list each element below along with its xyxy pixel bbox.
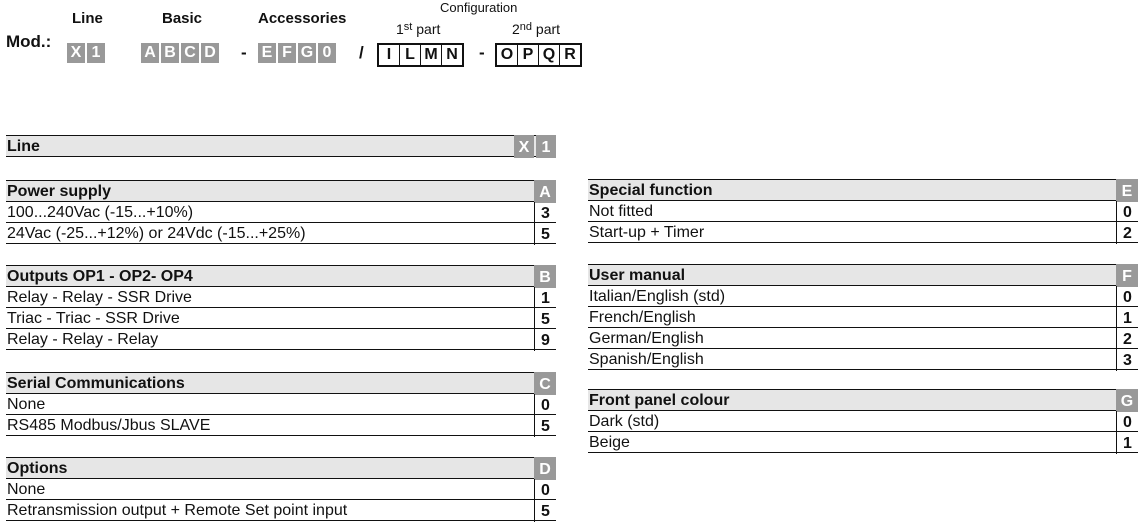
dash-separator: - xyxy=(241,43,247,62)
table-title: Front panel colour xyxy=(589,392,730,409)
part1-label: 1st part xyxy=(396,21,441,37)
code-cell: B xyxy=(161,43,179,63)
code-cell: L xyxy=(400,45,421,65)
table-title: Serial Communications xyxy=(7,375,185,392)
accessories-code-group xyxy=(258,43,338,67)
table-title: Outputs OP1 - OP2- OP4 xyxy=(7,268,193,285)
table-header xyxy=(588,179,1138,201)
table-letter: A xyxy=(534,180,556,203)
row-code: 1 xyxy=(1116,432,1138,454)
accessories-label: Accessories xyxy=(258,10,347,27)
table-row xyxy=(6,479,556,500)
basic-label: Basic xyxy=(162,10,203,27)
front-panel-colour-table xyxy=(588,389,1138,453)
table-row xyxy=(6,329,556,350)
code-cell: C xyxy=(181,43,199,63)
row-text: Retransmission output + Remote Set point input xyxy=(7,502,348,519)
table-row xyxy=(588,328,1138,349)
line-row xyxy=(6,135,556,157)
line-code-group xyxy=(67,43,107,67)
code-cell: O xyxy=(497,45,518,65)
table-row xyxy=(588,432,1138,453)
basic-code-group xyxy=(141,43,221,67)
row-text: French/English xyxy=(589,309,696,326)
config1-code-group xyxy=(377,43,464,67)
row-code: 5 xyxy=(534,415,556,437)
row-code: 0 xyxy=(534,479,556,501)
table-row xyxy=(588,307,1138,328)
table-letter: B xyxy=(534,265,556,288)
row-text: Start-up + Timer xyxy=(589,224,705,241)
code-cell: 0 xyxy=(318,43,336,63)
row-text: Spanish/English xyxy=(589,351,704,368)
table-row xyxy=(588,411,1138,432)
table-letter: G xyxy=(1116,389,1138,412)
row-text: 24Vac (-25...+12%) or 24Vdc (-15...+25%) xyxy=(7,225,306,242)
code-cell: R xyxy=(560,45,580,65)
row-text: None xyxy=(7,481,46,498)
table-row xyxy=(6,287,556,308)
table-header xyxy=(6,265,556,287)
row-code: 0 xyxy=(1116,411,1138,433)
table-letter: E xyxy=(1116,179,1138,202)
row-code: 3 xyxy=(1116,349,1138,371)
code-cell: Q xyxy=(539,45,560,65)
configuration-label: Configuration xyxy=(440,0,518,15)
code-cell: I xyxy=(379,45,400,65)
table-header xyxy=(588,264,1138,286)
code-cell: D xyxy=(201,43,219,63)
row-code: 2 xyxy=(1116,222,1138,244)
table-header xyxy=(6,372,556,394)
special-function-table xyxy=(588,179,1138,243)
table-row xyxy=(6,308,556,329)
table-row xyxy=(588,222,1138,243)
table-row xyxy=(6,202,556,223)
row-code: 3 xyxy=(534,202,556,224)
table-letter: F xyxy=(1116,264,1138,287)
code-cell: E xyxy=(258,43,276,63)
config2-code-group xyxy=(495,43,582,67)
table-row xyxy=(588,201,1138,222)
code-cell: X xyxy=(67,43,85,63)
part2-label: 2nd part xyxy=(512,21,561,37)
row-text: Beige xyxy=(589,434,630,451)
row-code: 0 xyxy=(1116,286,1138,308)
row-text: Relay - Relay - SSR Drive xyxy=(7,289,192,306)
table-letter: D xyxy=(534,457,556,480)
line-row-code: X xyxy=(514,135,534,158)
row-text: Relay - Relay - Relay xyxy=(7,331,159,348)
mod-label: Mod.: xyxy=(6,32,52,51)
row-code: 1 xyxy=(534,287,556,309)
code-cell: N xyxy=(442,45,462,65)
row-text: Dark (std) xyxy=(589,413,660,430)
row-text: Italian/English (std) xyxy=(589,288,726,305)
row-text: Triac - Triac - SSR Drive xyxy=(7,310,180,327)
table-letter: C xyxy=(534,372,556,395)
row-code: 5 xyxy=(534,223,556,245)
table-row xyxy=(588,286,1138,307)
slash-separator: / xyxy=(359,43,364,62)
line-row-code: 1 xyxy=(536,135,556,158)
table-row xyxy=(6,394,556,415)
row-text: None xyxy=(7,396,46,413)
table-header xyxy=(6,180,556,202)
row-code: 5 xyxy=(534,500,556,522)
table-title: Special function xyxy=(589,182,713,199)
table-title: User manual xyxy=(589,267,686,284)
line-label: Line xyxy=(72,10,103,27)
row-text: RS485 Modbus/Jbus SLAVE xyxy=(7,417,211,434)
options-table xyxy=(6,457,556,521)
table-header xyxy=(588,389,1138,411)
code-cell: 1 xyxy=(87,43,105,63)
row-code: 5 xyxy=(534,308,556,330)
row-text: German/English xyxy=(589,330,704,347)
code-cell: G xyxy=(298,43,316,63)
table-row xyxy=(588,349,1138,370)
code-cell: M xyxy=(421,45,442,65)
row-code: 9 xyxy=(534,329,556,351)
outputs-table xyxy=(6,265,556,350)
row-code: 2 xyxy=(1116,328,1138,350)
row-text: 100...240Vac (-15...+10%) xyxy=(7,204,194,221)
serial-comms-table xyxy=(6,372,556,436)
table-row xyxy=(6,415,556,436)
line-row-label: Line xyxy=(7,138,40,155)
code-cell: F xyxy=(278,43,296,63)
dash-separator: - xyxy=(479,43,485,62)
power-supply-table xyxy=(6,180,556,244)
code-cell: P xyxy=(518,45,539,65)
row-code: 0 xyxy=(534,394,556,416)
row-code: 1 xyxy=(1116,307,1138,329)
code-cell: A xyxy=(141,43,159,63)
row-text: Not fitted xyxy=(589,203,654,220)
table-title: Power supply xyxy=(7,183,112,200)
user-manual-table xyxy=(588,264,1138,370)
row-code: 0 xyxy=(1116,201,1138,223)
table-row xyxy=(6,223,556,244)
table-header xyxy=(6,457,556,479)
table-title: Options xyxy=(7,460,68,477)
table-row xyxy=(6,500,556,521)
